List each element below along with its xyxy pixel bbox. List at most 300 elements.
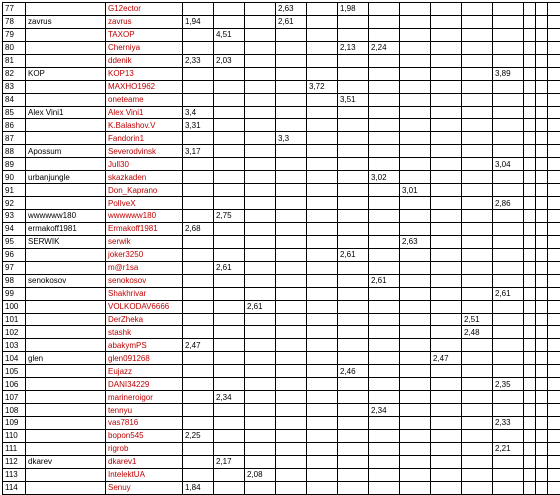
score-cell: 2,63 xyxy=(400,235,431,248)
score-cell xyxy=(338,80,369,93)
score-cell xyxy=(524,417,536,430)
score-cell xyxy=(245,313,276,326)
score-cell: 1,94 xyxy=(183,15,214,28)
score-cell xyxy=(307,235,338,248)
score-cell xyxy=(183,287,214,300)
score-cell xyxy=(524,429,536,442)
score-cell: 2,33 xyxy=(493,417,524,430)
score-cell xyxy=(183,3,214,16)
score-cell xyxy=(369,468,400,481)
player-name-cell: oneteame xyxy=(106,93,183,106)
score-cell xyxy=(493,468,524,481)
alias-cell: glen xyxy=(26,352,106,365)
table-row xyxy=(3,248,560,261)
score-cell xyxy=(462,417,493,430)
score-cell xyxy=(369,261,400,274)
score-cell xyxy=(536,28,548,41)
score-cell xyxy=(524,442,536,455)
player-name-cell: VOLKODAV6666 xyxy=(106,300,183,313)
row-number-cell: 91 xyxy=(3,184,26,197)
alias-cell xyxy=(26,365,106,378)
player-name-cell: TAXOP xyxy=(106,28,183,41)
alias-cell xyxy=(26,326,106,339)
score-cell xyxy=(536,468,548,481)
score-cell xyxy=(400,158,431,171)
score-cell xyxy=(276,261,307,274)
score-cell xyxy=(462,235,493,248)
empty-cell xyxy=(548,326,560,339)
empty-cell xyxy=(548,222,560,235)
row-number-cell: 85 xyxy=(3,106,26,119)
player-name-cell: abakymPS xyxy=(106,339,183,352)
score-cell xyxy=(369,378,400,391)
score-cell xyxy=(400,429,431,442)
score-cell: 2,46 xyxy=(338,365,369,378)
score-cell xyxy=(276,80,307,93)
score-cell xyxy=(462,67,493,80)
table-row xyxy=(3,80,560,93)
score-cell xyxy=(183,171,214,184)
empty-cell xyxy=(548,391,560,404)
score-cell xyxy=(338,404,369,417)
score-cell xyxy=(524,184,536,197)
score-cell xyxy=(462,132,493,145)
score-cell xyxy=(338,222,369,235)
score-cell xyxy=(245,119,276,132)
score-cell xyxy=(369,481,400,494)
score-cell xyxy=(524,145,536,158)
alias-cell xyxy=(26,442,106,455)
score-cell xyxy=(369,184,400,197)
score-cell xyxy=(183,67,214,80)
player-name-cell: Ermakoff1981 xyxy=(106,222,183,235)
score-cell xyxy=(214,274,245,287)
row-number-cell: 77 xyxy=(3,3,26,16)
score-cell xyxy=(462,455,493,468)
row-number-cell: 89 xyxy=(3,158,26,171)
empty-cell xyxy=(548,197,560,210)
score-cell xyxy=(493,326,524,339)
score-cell xyxy=(536,158,548,171)
score-cell xyxy=(214,481,245,494)
score-cell xyxy=(183,261,214,274)
score-cell xyxy=(245,197,276,210)
empty-cell xyxy=(548,313,560,326)
score-cell xyxy=(400,145,431,158)
score-cell xyxy=(307,184,338,197)
score-cell xyxy=(400,287,431,300)
score-cell xyxy=(400,67,431,80)
score-cell xyxy=(431,93,462,106)
empty-cell xyxy=(548,54,560,67)
score-cell xyxy=(214,326,245,339)
score-cell xyxy=(245,158,276,171)
score-cell xyxy=(307,171,338,184)
score-cell xyxy=(307,365,338,378)
empty-cell xyxy=(548,93,560,106)
table-row xyxy=(3,145,560,158)
score-cell xyxy=(431,3,462,16)
score-cell xyxy=(524,235,536,248)
score-cell: 2,24 xyxy=(369,41,400,54)
score-cell xyxy=(400,132,431,145)
score-cell xyxy=(307,404,338,417)
score-cell xyxy=(524,287,536,300)
score-cell xyxy=(431,54,462,67)
score-cell: 3,01 xyxy=(400,184,431,197)
score-cell xyxy=(338,15,369,28)
score-cell xyxy=(462,158,493,171)
score-cell xyxy=(536,210,548,223)
score-cell xyxy=(493,132,524,145)
score-cell xyxy=(431,313,462,326)
score-cell xyxy=(524,352,536,365)
score-cell xyxy=(214,106,245,119)
score-cell xyxy=(245,210,276,223)
score-cell xyxy=(276,365,307,378)
score-cell xyxy=(369,210,400,223)
row-number-cell: 86 xyxy=(3,119,26,132)
empty-cell xyxy=(548,132,560,145)
score-cell xyxy=(276,429,307,442)
row-number-cell: 97 xyxy=(3,261,26,274)
table-row xyxy=(3,261,560,274)
score-cell xyxy=(369,15,400,28)
score-cell xyxy=(245,404,276,417)
score-cell xyxy=(369,326,400,339)
player-name-cell: tennyu xyxy=(106,404,183,417)
row-number-cell: 92 xyxy=(3,197,26,210)
score-cell xyxy=(431,41,462,54)
score-cell xyxy=(462,93,493,106)
score-cell xyxy=(493,210,524,223)
score-cell xyxy=(245,429,276,442)
score-cell xyxy=(462,248,493,261)
score-cell xyxy=(536,248,548,261)
empty-cell xyxy=(548,106,560,119)
score-cell xyxy=(369,145,400,158)
score-cell xyxy=(338,171,369,184)
score-cell xyxy=(493,481,524,494)
score-cell xyxy=(214,235,245,248)
score-cell xyxy=(214,3,245,16)
player-name-cell: PolIveX xyxy=(106,197,183,210)
score-cell xyxy=(338,54,369,67)
score-cell: 1,84 xyxy=(183,481,214,494)
score-cell xyxy=(400,222,431,235)
score-cell xyxy=(493,339,524,352)
table-row xyxy=(3,235,560,248)
score-cell xyxy=(431,80,462,93)
alias-cell xyxy=(26,132,106,145)
score-cell xyxy=(524,106,536,119)
score-cell xyxy=(400,15,431,28)
score-cell xyxy=(183,248,214,261)
score-cell xyxy=(245,3,276,16)
alias-cell xyxy=(26,197,106,210)
player-name-cell: serwik xyxy=(106,235,183,248)
score-cell xyxy=(536,326,548,339)
score-cell xyxy=(493,222,524,235)
score-cell xyxy=(338,287,369,300)
alias-cell xyxy=(26,93,106,106)
score-cell xyxy=(338,300,369,313)
score-cell xyxy=(276,378,307,391)
table-row xyxy=(3,171,560,184)
score-cell xyxy=(338,417,369,430)
table-row xyxy=(3,391,560,404)
score-cell xyxy=(338,391,369,404)
alias-cell xyxy=(26,287,106,300)
alias-cell: Alex Vini1 xyxy=(26,106,106,119)
score-cell xyxy=(276,481,307,494)
alias-cell xyxy=(26,378,106,391)
score-cell xyxy=(524,28,536,41)
score-cell xyxy=(524,313,536,326)
empty-cell xyxy=(548,417,560,430)
table-row xyxy=(3,106,560,119)
player-name-cell: marineroigor xyxy=(106,391,183,404)
score-cell xyxy=(338,158,369,171)
empty-cell xyxy=(548,41,560,54)
score-cell xyxy=(276,442,307,455)
score-cell xyxy=(524,3,536,16)
score-cell xyxy=(400,119,431,132)
score-cell xyxy=(214,171,245,184)
score-cell xyxy=(493,3,524,16)
score-cell xyxy=(462,145,493,158)
empty-cell xyxy=(548,67,560,80)
score-cell xyxy=(493,365,524,378)
player-name-cell: joker3250 xyxy=(106,248,183,261)
score-cell xyxy=(431,222,462,235)
empty-cell xyxy=(548,455,560,468)
score-cell xyxy=(307,145,338,158)
score-cell xyxy=(276,41,307,54)
table-row xyxy=(3,222,560,235)
row-number-cell: 87 xyxy=(3,132,26,145)
score-cell xyxy=(307,287,338,300)
score-cell xyxy=(400,378,431,391)
score-cell xyxy=(400,352,431,365)
score-cell xyxy=(431,67,462,80)
score-cell xyxy=(431,391,462,404)
score-cell: 2,17 xyxy=(214,455,245,468)
score-cell xyxy=(183,378,214,391)
score-cell xyxy=(369,54,400,67)
player-name-cell: vas7816 xyxy=(106,417,183,430)
score-cell xyxy=(307,352,338,365)
score-cell xyxy=(338,184,369,197)
score-cell xyxy=(369,287,400,300)
score-cell xyxy=(369,365,400,378)
score-cell xyxy=(431,300,462,313)
player-name-cell: wwwwww180 xyxy=(106,210,183,223)
score-cell xyxy=(245,54,276,67)
score-cell: 2,63 xyxy=(276,3,307,16)
score-cell xyxy=(493,300,524,313)
player-name-cell: stashk xyxy=(106,326,183,339)
table-row xyxy=(3,339,560,352)
score-cell xyxy=(536,481,548,494)
score-cell xyxy=(536,274,548,287)
score-cell xyxy=(431,158,462,171)
score-cell xyxy=(307,378,338,391)
score-cell xyxy=(369,352,400,365)
empty-cell xyxy=(548,442,560,455)
score-cell xyxy=(431,429,462,442)
score-cell: 2,08 xyxy=(245,468,276,481)
alias-cell: ermakoff1981 xyxy=(26,222,106,235)
empty-cell xyxy=(548,274,560,287)
score-cell xyxy=(493,274,524,287)
score-cell xyxy=(245,481,276,494)
score-cell xyxy=(183,300,214,313)
score-cell xyxy=(536,261,548,274)
alias-cell xyxy=(26,28,106,41)
table-row xyxy=(3,442,560,455)
score-cell xyxy=(307,300,338,313)
score-cell xyxy=(183,197,214,210)
score-cell xyxy=(245,287,276,300)
score-cell xyxy=(276,455,307,468)
score-cell xyxy=(245,455,276,468)
score-cell xyxy=(524,391,536,404)
alias-cell xyxy=(26,41,106,54)
player-name-cell: senokosov xyxy=(106,274,183,287)
score-cell xyxy=(431,132,462,145)
table-row xyxy=(3,158,560,171)
score-cell xyxy=(307,106,338,119)
score-cell xyxy=(536,119,548,132)
score-cell xyxy=(462,261,493,274)
empty-cell xyxy=(548,287,560,300)
score-cell xyxy=(524,455,536,468)
score-cell xyxy=(462,300,493,313)
score-cell xyxy=(276,404,307,417)
score-cell xyxy=(524,339,536,352)
player-name-cell: ddenik xyxy=(106,54,183,67)
score-cell xyxy=(245,106,276,119)
score-cell xyxy=(245,417,276,430)
empty-cell xyxy=(548,184,560,197)
row-number-cell: 96 xyxy=(3,248,26,261)
score-cell xyxy=(276,222,307,235)
score-cell: 2,51 xyxy=(462,313,493,326)
alias-cell: urbanjungle xyxy=(26,171,106,184)
row-number-cell: 93 xyxy=(3,210,26,223)
row-number-cell: 110 xyxy=(3,429,26,442)
score-cell xyxy=(536,287,548,300)
score-cell xyxy=(462,352,493,365)
score-cell xyxy=(536,222,548,235)
score-cell xyxy=(214,442,245,455)
row-number-cell: 94 xyxy=(3,222,26,235)
score-cell: 3,4 xyxy=(183,106,214,119)
score-cell xyxy=(245,339,276,352)
score-cell xyxy=(536,3,548,16)
table-row xyxy=(3,300,560,313)
score-cell: 3,02 xyxy=(369,171,400,184)
table-row xyxy=(3,326,560,339)
score-cell xyxy=(276,391,307,404)
score-cell xyxy=(400,261,431,274)
score-cell xyxy=(536,352,548,365)
score-cell xyxy=(462,184,493,197)
player-name-cell: Alex Vini1 xyxy=(106,106,183,119)
score-cell: 3,51 xyxy=(338,93,369,106)
score-cell xyxy=(462,378,493,391)
score-cell xyxy=(462,442,493,455)
score-cell xyxy=(536,429,548,442)
score-cell xyxy=(183,404,214,417)
player-name-cell: Shakhrivar xyxy=(106,287,183,300)
empty-cell xyxy=(548,429,560,442)
score-cell xyxy=(214,222,245,235)
score-cell xyxy=(493,15,524,28)
empty-cell xyxy=(548,3,560,16)
player-name-cell: Eujazz xyxy=(106,365,183,378)
row-number-cell: 79 xyxy=(3,28,26,41)
player-name-cell: glen091268 xyxy=(106,352,183,365)
score-cell xyxy=(276,352,307,365)
score-cell xyxy=(400,481,431,494)
score-cell xyxy=(400,274,431,287)
score-cell xyxy=(431,442,462,455)
score-cell xyxy=(276,274,307,287)
alias-cell xyxy=(26,158,106,171)
score-cell xyxy=(276,468,307,481)
score-cell xyxy=(214,132,245,145)
row-number-cell: 111 xyxy=(3,442,26,455)
score-cell xyxy=(214,404,245,417)
score-cell xyxy=(400,197,431,210)
score-cell: 3,17 xyxy=(183,145,214,158)
table-row xyxy=(3,352,560,365)
score-cell xyxy=(338,455,369,468)
score-cell xyxy=(183,455,214,468)
score-cell: 2,33 xyxy=(183,54,214,67)
score-cell xyxy=(524,93,536,106)
score-cell xyxy=(400,339,431,352)
score-cell xyxy=(338,481,369,494)
empty-cell xyxy=(548,80,560,93)
score-cell xyxy=(245,391,276,404)
score-cell xyxy=(536,93,548,106)
player-name-cell: DerZheka xyxy=(106,313,183,326)
score-cell xyxy=(214,248,245,261)
row-number-cell: 82 xyxy=(3,67,26,80)
score-cell xyxy=(431,248,462,261)
score-cell xyxy=(245,132,276,145)
score-cell xyxy=(400,417,431,430)
score-cell xyxy=(431,15,462,28)
score-cell xyxy=(214,352,245,365)
score-cell: 2,68 xyxy=(183,222,214,235)
score-cell xyxy=(400,313,431,326)
row-number-cell: 88 xyxy=(3,145,26,158)
score-cell xyxy=(245,222,276,235)
score-cell xyxy=(214,119,245,132)
row-number-cell: 99 xyxy=(3,287,26,300)
score-cell xyxy=(338,326,369,339)
score-cell xyxy=(183,352,214,365)
score-cell xyxy=(245,365,276,378)
score-cell xyxy=(536,184,548,197)
table-row xyxy=(3,3,560,16)
score-cell xyxy=(307,28,338,41)
score-cell xyxy=(524,119,536,132)
